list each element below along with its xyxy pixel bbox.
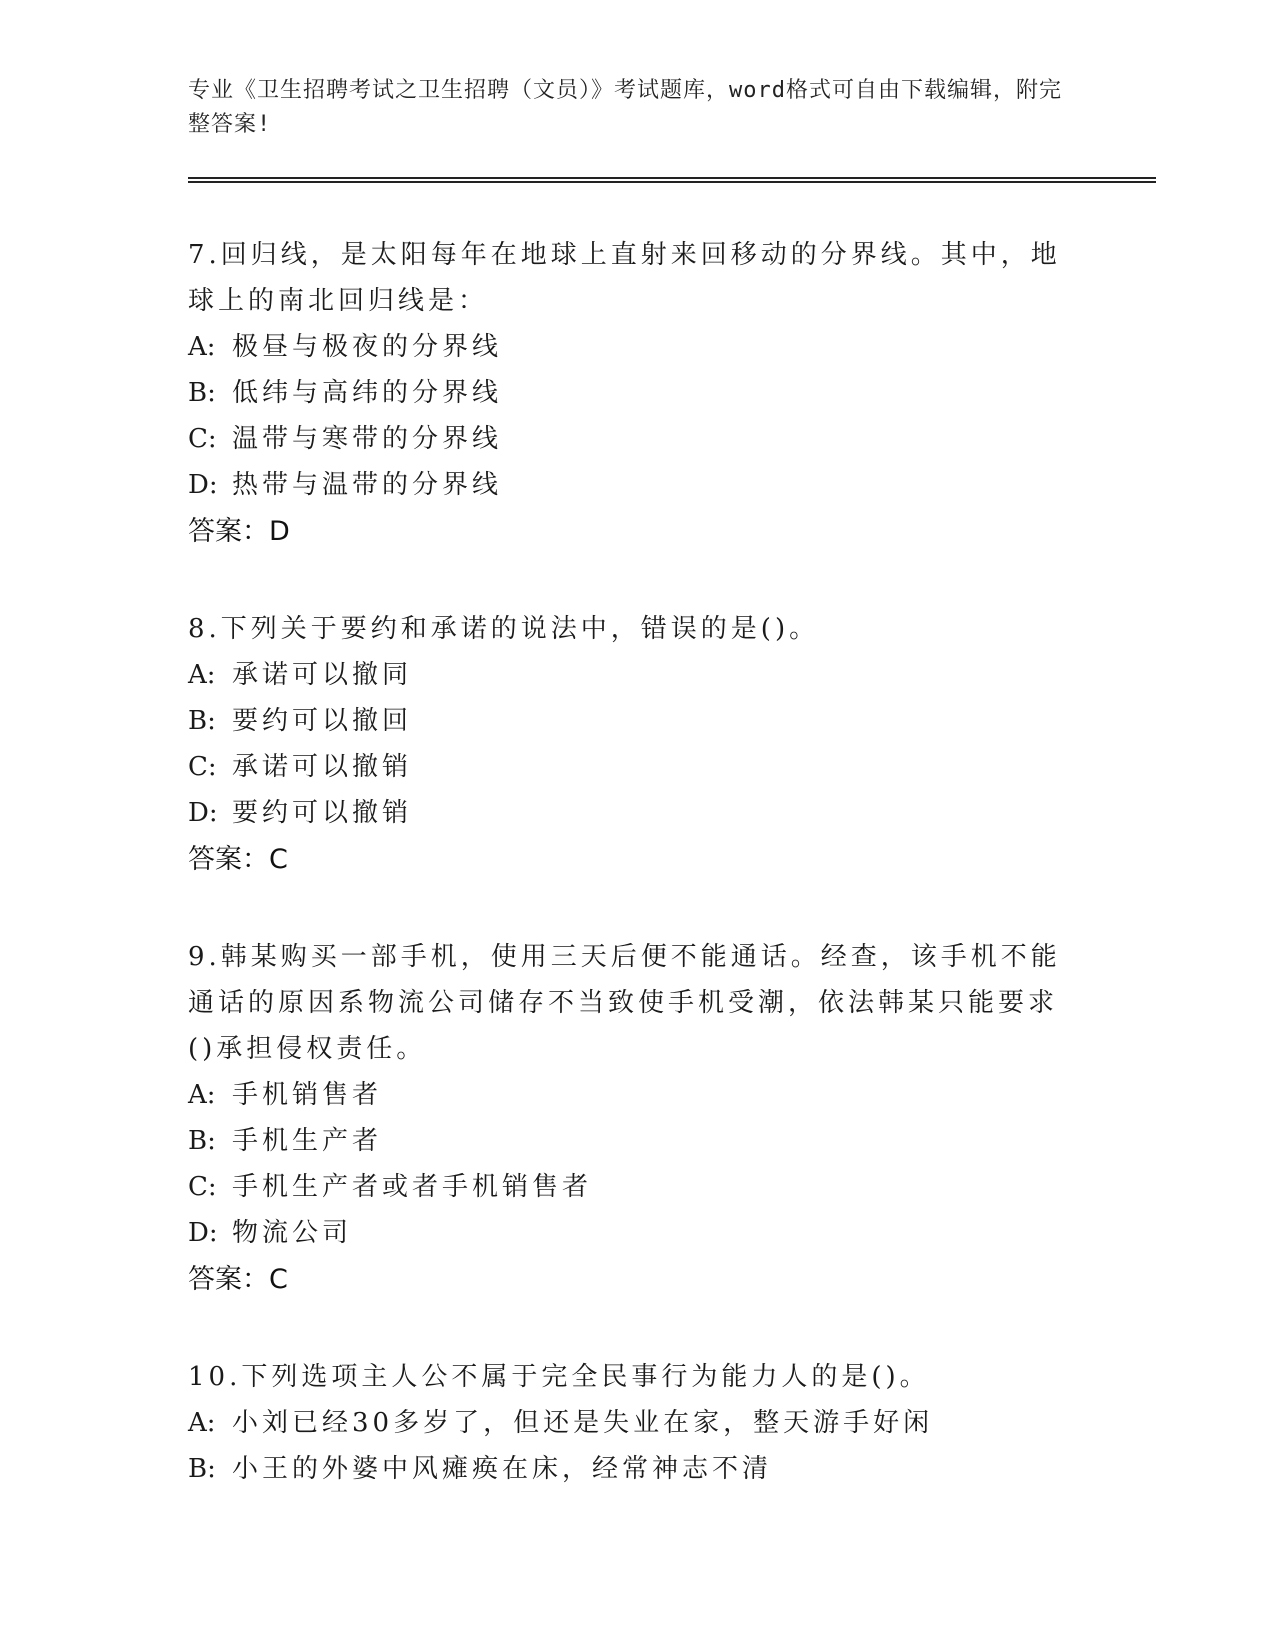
option-text: 热带与温带的分界线 (232, 470, 503, 500)
option-letter: A: (188, 1080, 216, 1110)
option-a (188, 652, 1068, 698)
option-text: 手机销售者 (232, 1080, 383, 1110)
question-text: 9.韩某购买一部手机，使用三天后便不能通话。经查，该手机不能通话的原因系物流公司储存不当致使手机受潮，依法韩某只能要求()承担侵权责任。 (188, 942, 1061, 1064)
option-letter: D: (188, 470, 218, 500)
option-a (188, 1072, 1068, 1118)
document-header: 专业《卫生招聘考试之卫生招聘（文员）》考试题库，word格式可自由下载编辑，附完整答案! (188, 78, 1062, 137)
option-letter: A: (188, 332, 216, 362)
option-text: 要约可以撤回 (232, 706, 413, 736)
option-b (188, 698, 1068, 744)
option-text: 承诺可以撤销 (232, 752, 413, 782)
option-text: 温带与寒带的分界线 (232, 424, 503, 454)
option-letter: D: (188, 798, 218, 828)
option-text: 小刘已经30多岁了，但还是失业在家，整天游手好闲 (232, 1408, 934, 1438)
option-b (188, 370, 1068, 416)
option-d (188, 790, 1068, 836)
question-8 (188, 606, 1068, 884)
question-text: 10.下列选项主人公不属于完全民事行为能力人的是()。 (188, 1362, 930, 1392)
option-text: 小王的外婆中风瘫痪在床，经常神志不清 (232, 1454, 773, 1484)
option-c (188, 744, 1068, 790)
option-a (188, 1400, 1068, 1446)
option-letter: A: (188, 1408, 216, 1438)
option-d (188, 1210, 1068, 1256)
question-list (188, 232, 1068, 1542)
option-b (188, 1446, 1068, 1492)
option-b (188, 1118, 1068, 1164)
option-letter: B: (188, 706, 216, 736)
option-letter: C: (188, 424, 217, 454)
option-text: 物流公司 (232, 1218, 353, 1248)
option-a (188, 324, 1068, 370)
question-text: 7.回归线，是太阳每年在地球上直射来回移动的分界线。其中，地球上的南北回归线是： (188, 240, 1061, 316)
question-text: 8.下列关于要约和承诺的说法中，错误的是()。 (188, 614, 820, 644)
question-7 (188, 232, 1068, 556)
answer-line: 答案：C (188, 844, 288, 875)
question-9 (188, 934, 1068, 1304)
option-letter: B: (188, 378, 216, 408)
answer-line: 答案：D (188, 516, 290, 547)
option-text: 手机生产者 (232, 1126, 383, 1156)
option-text: 承诺可以撤同 (232, 660, 413, 690)
answer-line: 答案：C (188, 1264, 288, 1295)
option-text: 手机生产者或者手机销售者 (232, 1172, 593, 1202)
option-text: 要约可以撤销 (232, 798, 413, 828)
option-c (188, 416, 1068, 462)
header-divider (188, 177, 1156, 183)
option-text: 低纬与高纬的分界线 (232, 378, 503, 408)
option-letter: D: (188, 1218, 218, 1248)
option-c (188, 1164, 1068, 1210)
option-letter: B: (188, 1454, 216, 1484)
option-text: 极昼与极夜的分界线 (232, 332, 503, 362)
option-letter: C: (188, 752, 217, 782)
option-d (188, 462, 1068, 508)
option-letter: B: (188, 1126, 216, 1156)
option-letter: A: (188, 660, 216, 690)
option-letter: C: (188, 1172, 217, 1202)
question-10 (188, 1354, 1068, 1492)
